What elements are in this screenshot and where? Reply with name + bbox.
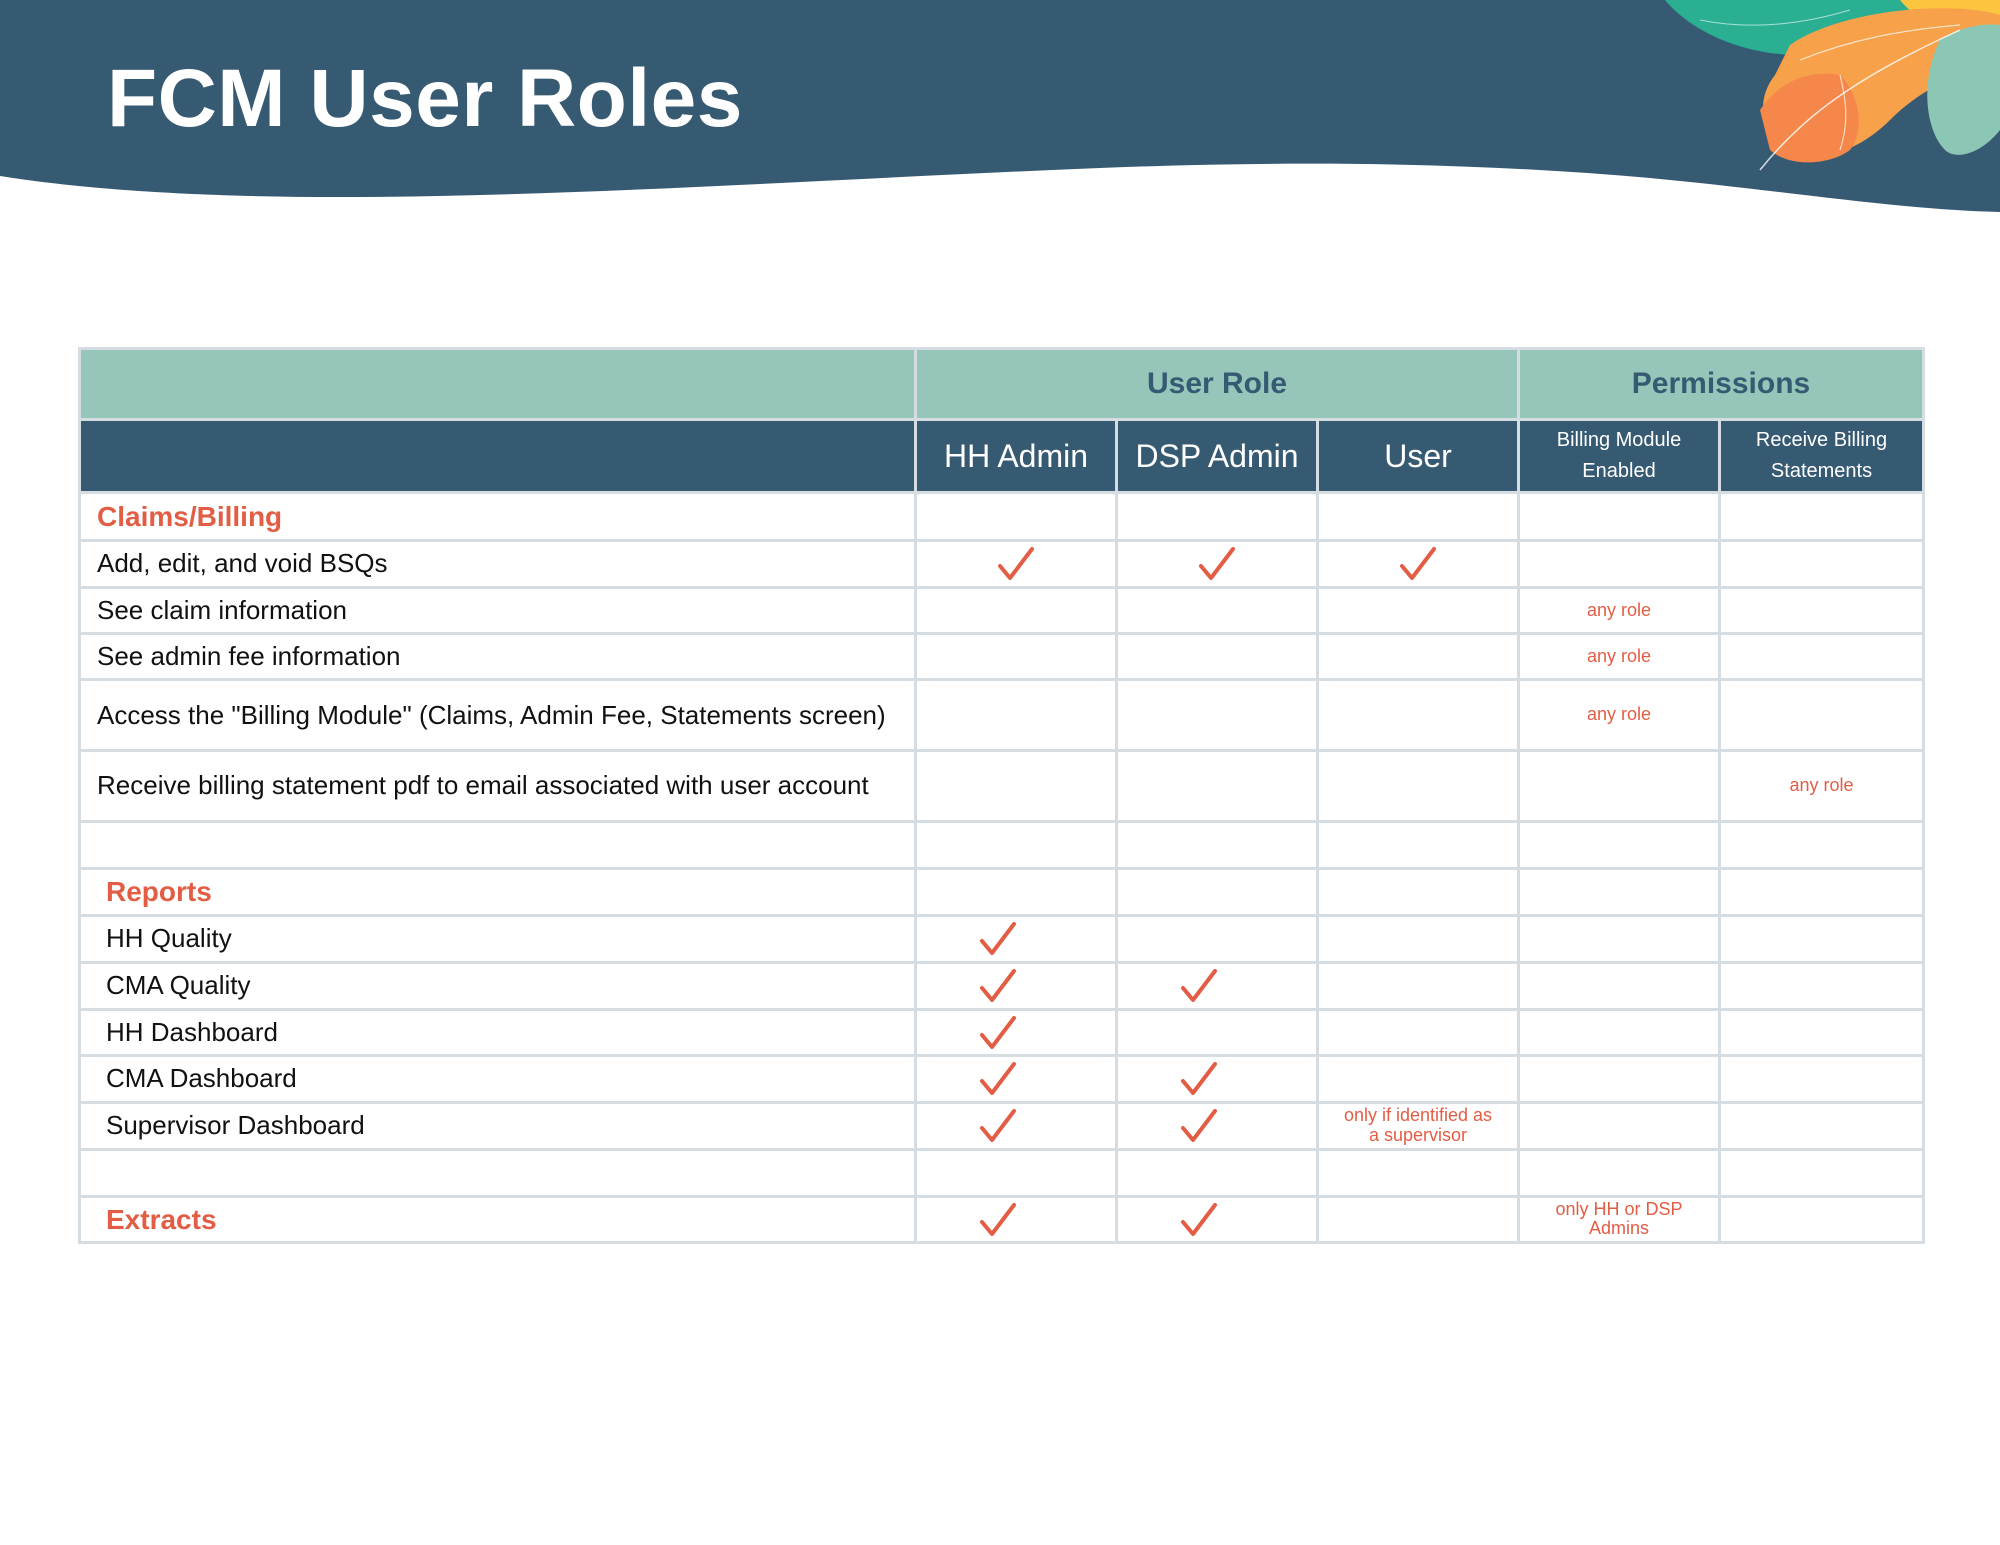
group-header-blank bbox=[80, 349, 916, 420]
row-label: Add, edit, and void BSQs bbox=[80, 541, 916, 588]
check-icon bbox=[1180, 968, 1218, 1004]
table-row bbox=[80, 963, 1924, 1010]
page-title: FCM User Roles bbox=[107, 53, 743, 144]
section-row-claims-billing bbox=[80, 493, 1924, 541]
user-roles-table bbox=[78, 347, 1925, 1244]
permission-note: any role bbox=[1586, 645, 1652, 666]
row-label: See admin fee information bbox=[80, 634, 916, 680]
check-icon bbox=[997, 546, 1035, 582]
table-row bbox=[80, 1103, 1924, 1150]
spacer-row bbox=[80, 1150, 1924, 1197]
group-header-permissions: Permissions bbox=[1519, 349, 1924, 420]
check-icon bbox=[979, 1061, 1017, 1097]
spacer-row bbox=[80, 822, 1924, 869]
group-header-row bbox=[80, 349, 1924, 420]
column-header-receive-billing: Receive Billing Statements bbox=[1720, 420, 1924, 493]
table-row bbox=[80, 588, 1924, 634]
column-header-hh-admin: HH Admin bbox=[916, 420, 1117, 493]
column-header-blank bbox=[80, 420, 916, 493]
section-label: Reports bbox=[80, 869, 916, 916]
check-icon bbox=[1180, 1202, 1218, 1238]
column-header-row bbox=[80, 420, 1924, 493]
check-icon bbox=[1180, 1108, 1218, 1144]
row-label: HH Dashboard bbox=[80, 1010, 916, 1056]
table-row bbox=[80, 1056, 1924, 1103]
table-row bbox=[80, 751, 1924, 822]
row-label: Access the "Billing Module" (Claims, Admin Fee, Statements screen) bbox=[80, 680, 916, 751]
table-row bbox=[80, 1010, 1924, 1056]
check-icon bbox=[1180, 1061, 1218, 1097]
table-row bbox=[80, 541, 1924, 588]
check-icon bbox=[979, 1108, 1017, 1144]
permission-note: any role bbox=[1789, 775, 1854, 795]
permission-note: any role bbox=[1586, 704, 1652, 724]
check-icon bbox=[1399, 546, 1437, 582]
row-label: CMA Quality bbox=[80, 963, 916, 1010]
column-header-billing-module: Billing Module Enabled bbox=[1519, 420, 1720, 493]
row-label: HH Quality bbox=[80, 916, 916, 963]
permission-note: any role bbox=[1586, 599, 1652, 620]
row-label: Receive billing statement pdf to email associated with user account bbox=[80, 751, 916, 822]
check-icon bbox=[1198, 546, 1236, 582]
row-label: See claim information bbox=[80, 588, 916, 634]
check-icon bbox=[979, 1015, 1017, 1051]
group-header-user-role: User Role bbox=[916, 349, 1519, 420]
section-label: Extracts bbox=[80, 1197, 916, 1243]
section-row-extracts bbox=[80, 1197, 1924, 1243]
section-row-reports bbox=[80, 869, 1924, 916]
table-row bbox=[80, 634, 1924, 680]
check-icon bbox=[979, 1202, 1017, 1238]
check-icon bbox=[979, 921, 1017, 957]
permission-note: only HH or DSP Admins bbox=[1555, 1198, 1683, 1239]
column-header-user: User bbox=[1318, 420, 1519, 493]
column-header-dsp-admin: DSP Admin bbox=[1117, 420, 1318, 493]
table-row bbox=[80, 680, 1924, 751]
section-label: Claims/Billing bbox=[80, 493, 916, 541]
table-row bbox=[80, 916, 1924, 963]
row-label: CMA Dashboard bbox=[80, 1056, 916, 1103]
permission-note: only if identified as a supervisor bbox=[1343, 1105, 1493, 1145]
row-label: Supervisor Dashboard bbox=[80, 1103, 916, 1150]
check-icon bbox=[979, 968, 1017, 1004]
